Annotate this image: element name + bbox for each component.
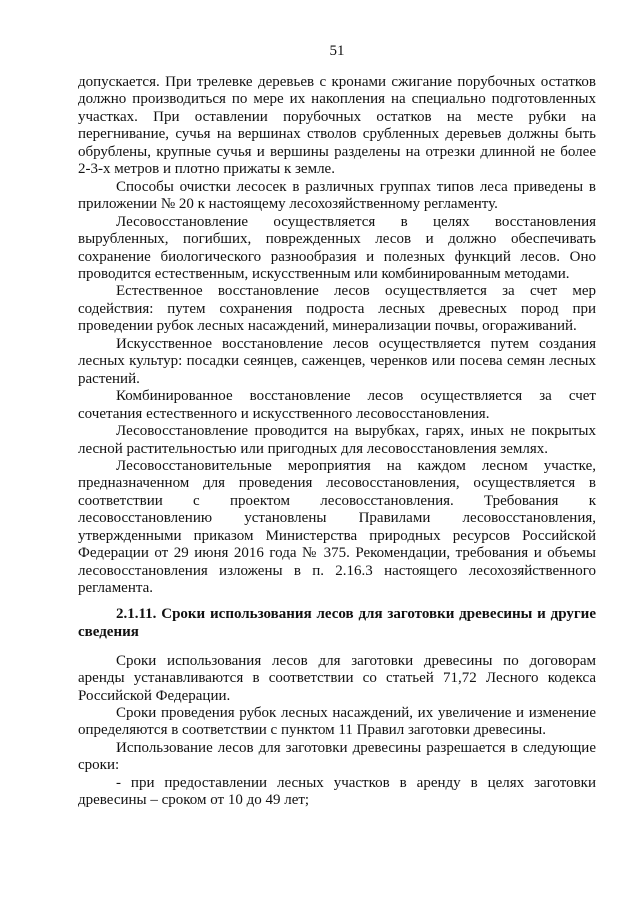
paragraph: Сроки использования лесов для заготовки древесины по договорам аренды устанавливаются в соответствии со статьей 71,72 Лесного кодекса Российской Федерации. — [78, 652, 596, 704]
paragraph: Лесовосстановление осуществляется в целях восстановления вырубленных, погибших, поврежденных лесов и должно обеспечивать сохранение биологического разнообразия и полезных функций лесов. Оно проводится естественным, искусственным или комбинированным методами. — [78, 213, 596, 282]
paragraph: Лесовосстановление проводится на вырубках, гарях, иных не покрытых лесной растительностью или пригодных для лесовосстановления землях. — [78, 423, 596, 457]
document-body — [78, 74, 596, 810]
list-item: - при предоставлении лесных участков в аренду в целях заготовки древесины – сроком от 10 до 49 лет; — [78, 774, 596, 809]
paragraph: Естественное восстановление лесов осуществляется за счет мер содействия: путем сохранения подроста лесных древесных пород при проведении рубок лесных насаждений, минерализации почвы, огораживаний. — [78, 283, 596, 335]
paragraph: Искусственное восстановление лесов осуществляется путем создания лесных культур: посадки сеянцев, саженцев, черенков или посева семян лесных растений. — [78, 335, 596, 387]
paragraph: Лесовосстановительные мероприятия на каждом лесном участке, предназначенном для проведения лесовосстановления, осуществляется в соответствии с проектом лесовосстановления. Требования к лесовосстановлению установлены Правилами лесовосстановления, утвержденными приказом Министерства природных ресурсов Российской Федерации от 29 июня 2016 года № 375. Рекомендации, требования и объемы лесовосстановления изложены в п. 2.16.3 настоящего лесохозяйственного регламента. — [78, 457, 596, 597]
paragraph: Способы очистки лесосек в различных группах типов леса приведены в приложении № 20 к настоящему лесохозяйственному регламенту. — [78, 178, 596, 213]
paragraph: Использование лесов для заготовки древесины разрешается в следующие сроки: — [78, 739, 596, 774]
page-number: 51 — [329, 43, 345, 59]
paragraph: Комбинированное восстановление лесов осуществляется за счет сочетания естественного и искусственного лесовосстановления. — [78, 388, 596, 422]
section-heading: 2.1.11. Сроки использования лесов для заготовки древесины и другие сведения — [78, 605, 596, 640]
paragraph: допускается. При трелевке деревьев с кронами сжигание порубочных остатков должно производиться по мере их накопления на специально подготовленных участках. При оставлении порубочных остатков на месте рубки на перегнивание, сучья на вершинах стволов срубленных деревьев должны быть обрублены, крупные сучья и вершины разделены на отрезки длинной не более 2-3-х метров и плотно прижаты к земле. — [78, 74, 596, 178]
paragraph: Сроки проведения рубок лесных насаждений, их увеличение и изменение определяются в соответствии с пунктом 11 Правил заготовки древесины. — [78, 704, 596, 739]
